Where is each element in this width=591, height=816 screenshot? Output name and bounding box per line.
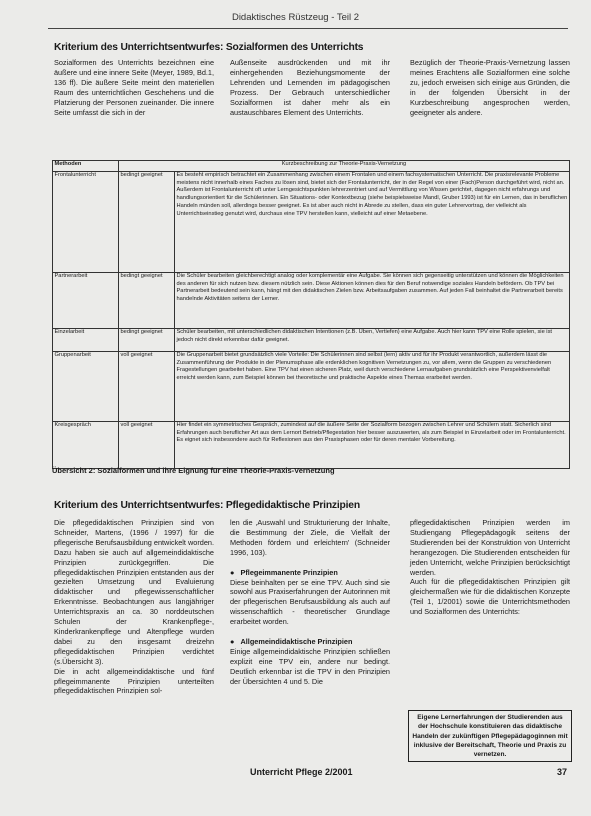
method-name: Partnerarbeit <box>53 273 119 329</box>
description-header: Kurzbeschreibung zur Theorie-Praxis-Vernetzung <box>119 161 570 172</box>
bullet-icon: ● <box>230 637 241 647</box>
section2-col3-para1: pflegedidaktischen Prinzipien werden im Studiengang Pflegepädagogik seitens der Studierenden bei der Konstruktion von Unterricht herangezogen. Die Studierenden entscheiden für jeden Unterricht, welche Prinzipien berücksichtigt werden. <box>410 518 570 577</box>
section2-col3-para2: Auch für die pflegedidaktischen Prinzipien gilt gleichermaßen wie für die didaktischen Konzepte (Teil 1, 1/2001) sowie die Unterrichtsmethoden und Sozialformen des Unterrichts: <box>410 577 570 617</box>
section2-title: Kriterium des Unterrichtsentwurfes: Pflegedidaktische Prinzipien <box>54 500 360 511</box>
method-rating: voll geeignet <box>119 422 175 469</box>
table-caption: Übersicht 2: Sozialformen und ihre Eignung für eine Theorie-Praxis-Vernetzung <box>52 466 335 475</box>
section1-col1: Sozialformen des Unterrichts bezeichnen eine äußere und eine innere Seite (Meyer, 1989, Bd.1, 136 ff). Die äußere Seite meint den materiellen Raum des unterrichtlichen Geschehens und die Platzierung der Personen zueinander. Die innere Seite umfasst die sich in der <box>54 58 214 117</box>
section2-col2-intro: len die ‚Auswahl und Strukturierung der Inhalte, die Bestimmung der Ziele, die Vielfalt der Methoden fördern und erleichtern' (Schneider 1996, 103). <box>230 518 390 557</box>
section2-col1-para1: Die pflegedidaktischen Prinzipien sind von Schneider, Martens, (1996 / 1997) für die pflegerische Berufsausbildung entwickelt worden. Dazu haben sie auch auf allgemeindidaktische Prinzipien zurückgegriffen. Die pflegedidaktischen Prinzipien entstanden aus der gezielten Umsetzung und Evaluierung didaktischer und pflegewissenschaftlicher Erkenntnisse. Beobachtungen aus langjähriger Unterrichtspraxis an ca. 30 norddeutschen Schulen der Krankenpflege-, Kinderkrankenpflege und Altenpflege wurden dabei zu den insgesamt dreizehn pflegedidaktischen Prinzipien verdichtet (s.Übersicht 3). <box>54 518 214 666</box>
page-number: 37 <box>557 767 568 777</box>
method-name: Kreisgespräch <box>53 422 119 469</box>
section1-col2: Außenseite ausdrückenden und mit ihr einhergehenden Beziehungsmomente der Lehrenden und Lernenden im pädagogischen Prozess. Der Gebrauch unterschiedlicher Sozialformen ist daher mehr als ein austauschbares Element des Unterrichts. <box>230 58 390 117</box>
header-rule <box>48 28 568 29</box>
method-description: Hier findet ein symmetrisches Gespräch, zumindest auf die äußere Seite der Sozialform bezogen zwischen Lehrer und Schülern statt. Sicherlich sind Erfahrungen auch beruflicher Art aus dem Lernort Betrieb/Pflegestation hier besser auszuwerten, als zum Beispiel in Einzelarbeit oder im Frontalunterricht. Es eignet sich insbesondere auch für Reflexionen aus den Praxisphasen oder für deren mentaler Vorbereitung. <box>175 422 570 469</box>
section1-col3: Bezüglich der Theorie-Praxis-Vernetzung lassen meines Erachtens alle Sozialformen eine solche zu, jedoch erweisen sich einige aus Gründen, die in der folgenden Übersicht in der Kurzbeschreibung angesprochen werden, geeigneter als andere. <box>410 58 570 117</box>
method-name: Gruppenarbeit <box>53 352 119 422</box>
bullet-heading: Allgemeindidaktische Prinzipien <box>240 637 353 647</box>
section2-col1-para2: Die in acht allgemeindidaktische und fünf pflegeimmanente Prinzipien unterteilten pflegedidaktischen Prinzipien sol- <box>54 666 214 696</box>
bullet-heading: Pflegeimmanente Prinzipien <box>240 567 338 577</box>
method-rating: bedingt geeignet <box>119 172 175 273</box>
table-row <box>53 329 570 352</box>
method-name: Frontalunterricht <box>53 172 119 273</box>
table-row <box>53 352 570 422</box>
bullet-item <box>230 637 390 647</box>
method-name: Einzelarbeit <box>53 329 119 352</box>
section2-col1 <box>54 518 214 696</box>
method-description: Die Schüler bearbeiten gleichberechtigt analog oder komplementär eine Aufgabe. Sie können sich gegenseitig unterstützen und können die Möglichkeiten des anderen für sich nutzen bzw. diesem nützlich sein. Diese Aktionen können dies für den Beruf notwendige soziales Handeln befördern. Ob TPV bei Partnerarbeit bedeutend sein kann, hängt mit den didaktischen Zielen bzw. Arbeitsaufgaben zusammen. Auf jeden Fall beinhaltet die Partnerarbeit bereits handelnde Aktivitäten seitens der Lerner. <box>175 273 570 329</box>
method-rating: bedingt geeignet <box>119 329 175 352</box>
method-description: Die Gruppenarbeit bietet grundsätzlich viele Vorteile: Die Schülerinnen sind selbst (lern) aktiv und für ihr Produkt verantwortlich, außerdem lässt die Zusammenführung der Produkte in der Plenumsphase alle erdenklichen kognitiven Vernetzungen zu, vor allem, wenn die Gruppen zu verschiedenen Fragestellungen gearbeitet haben. Eine TPV hat einen sicheren Platz, weil durch verschiedene Lernaufgaben grundsätzlich eine Perspektivenvielfalt erreicht werden kann, zum Beispiel können bei theoretische und praktische Aspekte eines Themas erarbeitet werden. <box>175 352 570 422</box>
table-row <box>53 422 570 469</box>
methods-header: Methoden <box>53 161 119 172</box>
method-rating: voll geeignet <box>119 352 175 422</box>
method-description: Es besteht empirisch betrachtet ein Zusammenhang zwischen einem Frontalen und einem fachsystematischen Unterricht. Die praxisrelevante Probleme meistens nicht innerhalb eines Faches zu lösen sind, bietet sich der Frontalunterricht, der in der Regel von einer (Fach)Person durchgeführt wird, nicht an. Außerdem ist Frontalunterricht oft unter Lerngesichtspunkten lehrerzentriert und auf Vermittlung von Wissen gerichtet, dagegen nicht erfahrungs und handlungsorientiert für die Schülerinnen. Ein Situations- oder Kontextbezug (siehe beispielsweise Mandl, Gruber 1993) ist für ein Lernen, das in beruflichen Handeln münden soll, allerdings besser geeignet. Es ist aber auch nicht in Abrede zu stellen, dass ein guter Lehrervortrag, der vielleicht als Unterrichtseinstieg genutzt wird, durchaus eine TPV herstellen kann, vielleicht auf einer Metaebene. <box>175 172 570 273</box>
method-rating: bedingt geeignet <box>119 273 175 329</box>
section2-col3 <box>410 518 570 617</box>
methods-table <box>52 160 570 469</box>
bullet-item <box>230 568 390 578</box>
table-row <box>53 273 570 329</box>
section2-col2 <box>230 518 390 687</box>
table-row <box>53 172 570 273</box>
bullet-text: Einige allgemeindidaktische Prinzipien schließen explizit eine TPV ein, andere nur bedingt. Deutlich erkennbar ist die TPV in den Prinzipien der Übersichten 4 und 5. Die <box>230 646 390 686</box>
method-description: Schüler bearbeiten, mit unterschiedlichen didaktischen Intentionen (z.B. Üben, Vertiefen) eine Aufgabe. Auch hier kann TPV eine Rolle spielen, sie ist jedoch nicht direkt erkennbar dafür geeignet. <box>175 329 570 352</box>
bullet-icon: ● <box>230 567 241 577</box>
running-head: Didaktisches Rüstzeug - Teil 2 <box>231 12 360 23</box>
bullet-text: Diese beinhalten per se eine TPV. Auch sind sie sowohl aus Praxiserfahrungen der Autorinnen mit der pflegerischen Berufsausbildung als auch auf wissenschaftlich - theoretischer Grundlage erarbeitet worden. <box>230 577 390 627</box>
section1-title: Kriterium des Unterrichtsentwurfes: Sozialformen des Unterrichts <box>54 42 364 53</box>
highlight-box: Eigene Lernerfahrungen der Studierenden aus der Hochschule konstituieren das didaktische Handeln der zukünftigen Pflegepädagoginnen mit inklusive der Bereitschaft, Theorie und Praxis zu vernetzen. <box>408 710 572 762</box>
journal-issue: Unterricht Pflege 2/2001 <box>250 767 353 777</box>
